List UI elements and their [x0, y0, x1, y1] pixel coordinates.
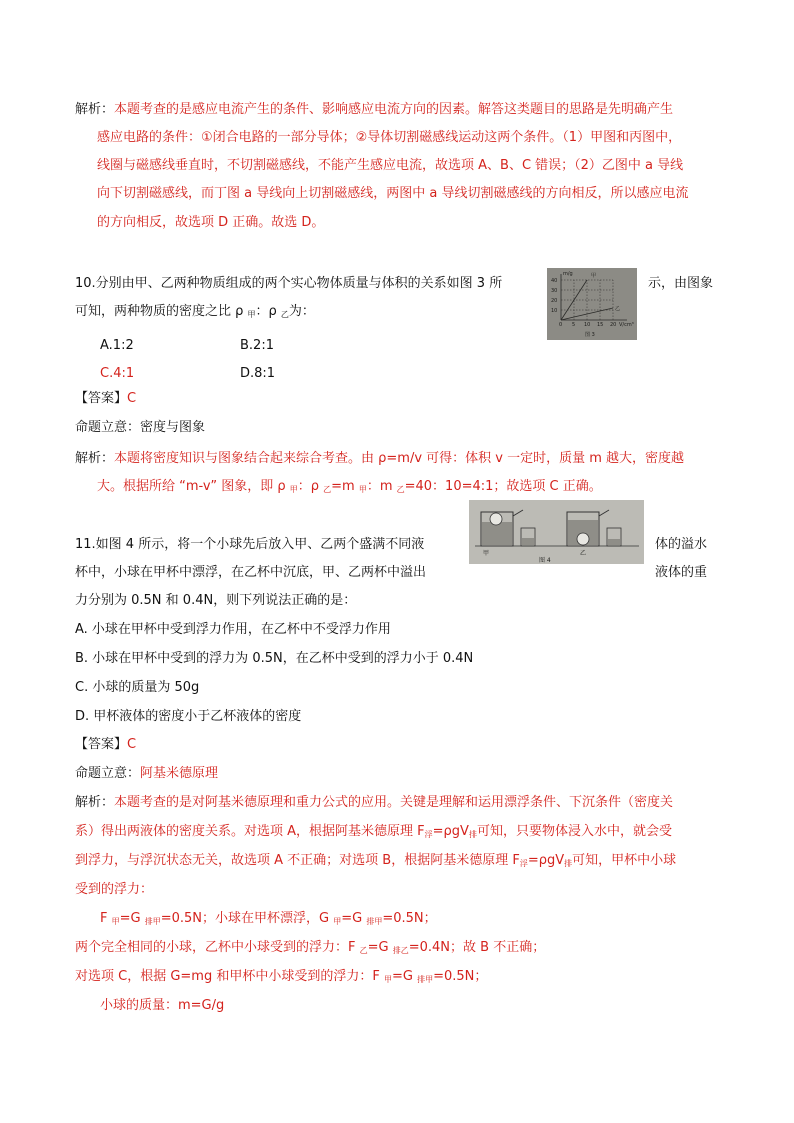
figure-4 — [469, 500, 644, 564]
equation-line: F $_甲$=G $_{排甲}$=0.5N；小球在甲杯漂浮，G $_甲$=G $_{排甲}$=0.5N； — [100, 911, 437, 926]
option-d: D.8:1 — [240, 366, 276, 381]
answer-value: C — [127, 737, 137, 752]
overflow-cups-illustration — [469, 500, 644, 564]
y-tick-label: 40 — [551, 278, 558, 284]
answer-line — [75, 735, 136, 755]
question-stem: 11.如图 4 所示，将一个小球先后放入甲、乙两个盛满不同液 — [75, 537, 425, 552]
option-c: C. 小球的质量为 50g — [75, 680, 200, 695]
option-c: C.4:1 — [100, 366, 135, 381]
question-stem: 体的溢水 — [655, 537, 708, 552]
analysis-line — [75, 100, 673, 120]
option-a: A. 小球在甲杯中受到浮力作用，在乙杯中不受浮力作用 — [75, 622, 391, 637]
analysis-line: 的方向相反，故选项 D 正确。故选 D。 — [97, 215, 325, 230]
figure-caption: 图 3 — [585, 332, 595, 338]
equation-line: 小球的质量：m=G/g — [100, 998, 225, 1013]
x-tick-label: 5 — [572, 322, 576, 328]
question-stem: 10.分别由甲、乙两种物质组成的两个实心物体质量与体积的关系如图 3 所 — [75, 276, 503, 291]
option-b: B. 小球在甲杯中受到的浮力为 0.5N，在乙杯中受到的浮力小于 0.4N — [75, 651, 474, 666]
answer-label: 【答案】 — [75, 737, 128, 752]
y-tick-label: 10 — [551, 308, 558, 314]
analysis-text: 本题考查的是感应电流产生的条件、影响感应电流方向的因素。解答这类题目的思路是先明确产生 — [114, 102, 674, 117]
y-axis-label: m/g — [563, 271, 573, 277]
purpose-line: 命题立意：阿基米德原理 — [75, 766, 219, 781]
density-graph — [547, 268, 637, 340]
analysis-line: 解析：本题将密度知识与图象结合起来综合考查。由 ρ=m/v 可得：体积 v 一定时，质量 m 越大，密度越 — [75, 451, 685, 466]
cup-label: 甲 — [483, 550, 490, 557]
answer-value: C — [127, 391, 137, 406]
x-tick-label: 20 — [610, 322, 617, 328]
figure-caption: 图 4 — [539, 557, 551, 564]
analysis-line: 线圈与磁感线垂直时，不切割磁感线，不能产生感应电流，故选项 A、B、C 错误；（2）乙图中 a 导线 — [97, 158, 684, 173]
y-tick-label: 30 — [551, 288, 558, 294]
option-a: A.1:2 — [100, 338, 134, 353]
x-axis-label: V/cm³ — [619, 322, 634, 328]
x-tick-label: 10 — [584, 322, 591, 328]
analysis-line: 受到的浮力： — [75, 882, 154, 897]
y-tick-label: 20 — [551, 298, 558, 304]
series-label: 乙 — [615, 306, 621, 312]
equation-line: 两个完全相同的小球，乙杯中小球受到的浮力：F $_乙$=G $_{排乙}$=0.4N；故 B 不正确； — [75, 940, 546, 955]
analysis-line: 大。根据所给 “m-v” 图象，即 ρ $_甲$：ρ $_乙$=m $_甲$：m $_乙$=40：10=4:1；故选项 C 正确。 — [97, 479, 602, 494]
analysis-label: 解析： — [75, 102, 115, 117]
option-d: D. 甲杯液体的密度小于乙杯液体的密度 — [75, 709, 302, 724]
cup-label: 乙 — [580, 550, 587, 557]
series-label: 甲 — [591, 273, 597, 279]
option-b: B.2:1 — [240, 338, 274, 353]
x-tick-label: 15 — [597, 322, 604, 328]
analysis-line: 到浮力，与浮沉状态无关，故选项 A 不正确；对选项 B，根据阿基米德原理 $F_浮=\rho gV_排$可知，甲杯中小球 — [75, 853, 677, 868]
equation-line: 对选项 C，根据 G=mg 和甲杯中小球受到的浮力：F $_甲$=G $_{排甲}$=0.5N； — [75, 969, 488, 984]
analysis-line: 感应电路的条件：①闭合电路的一部分导体；②导体切割磁感线运动这两个条件。（1）甲图和丙图中， — [97, 130, 682, 145]
purpose-line: 命题立意：密度与图象 — [75, 420, 206, 435]
answer-line — [75, 389, 136, 409]
question-stem: 液体的重 — [655, 565, 708, 580]
analysis-line: 系）得出两液体的密度关系。对选项 A，根据阿基米德原理 $F_浮=\rho gV_排$可知，只要物体浸入水中，就会受 — [75, 824, 672, 839]
question-stem: 杯中，小球在甲杯中漂浮，在乙杯中沉底，甲、乙两杯中溢出 — [75, 565, 427, 580]
analysis-line: 解析：本题考查的是对阿基米德原理和重力公式的应用。关键是理解和运用漂浮条件、下沉条件（密度关 — [75, 795, 674, 810]
question-stem: 可知，两种物质的密度之比 ρ $_甲$：ρ $_乙$为： — [75, 304, 315, 319]
figure-3 — [547, 268, 637, 340]
x-tick-label: 0 — [559, 322, 563, 328]
answer-label: 【答案】 — [75, 391, 128, 406]
question-stem: 力分别为 0.5N 和 0.4N，则下列说法正确的是： — [75, 593, 357, 608]
question-stem: 示，由图象 — [648, 276, 714, 291]
analysis-line: 向下切割磁感线，而丁图 a 导线向上切割磁感线，两图中 a 导线切割磁感线的方向相反，所以感应电流 — [97, 186, 689, 201]
